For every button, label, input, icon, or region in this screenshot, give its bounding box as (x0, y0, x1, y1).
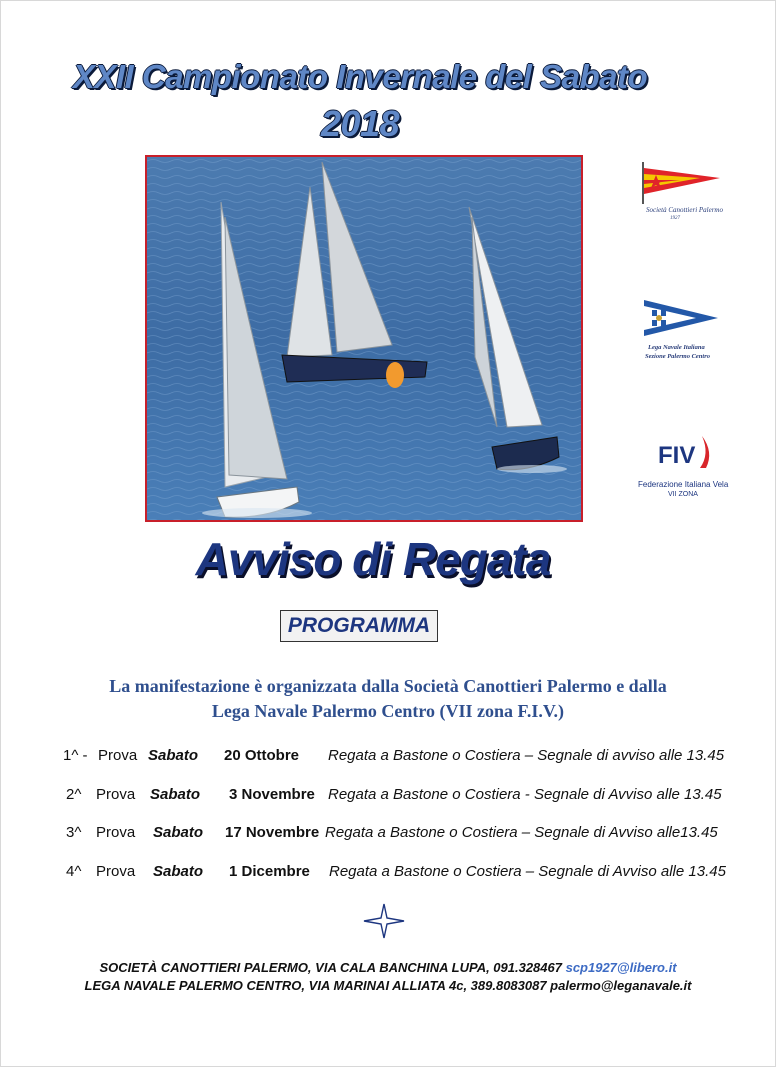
race-date: 1 Dicembre (229, 863, 310, 880)
sailboats-image (147, 157, 581, 520)
programma-label: PROGRAMMA (280, 610, 438, 642)
race-description: Regata a Bastone o Costiera – Segnale di Avviso alle 13.45 (329, 863, 726, 880)
compass-star-icon (362, 902, 406, 940)
lni-caption-line2: Sezione Palermo Centro (645, 353, 711, 360)
race-number: 1^ - (63, 747, 88, 764)
race-day: Sabato (153, 863, 204, 880)
race-date: 3 Novembre (229, 786, 315, 803)
race-prova: Prova (96, 786, 136, 803)
race-description: Regata a Bastone o Costiera – Segnale di avviso alle 13.45 (328, 747, 725, 764)
race-number: 4^ (66, 863, 82, 880)
race-date: 20 Ottobre (224, 747, 300, 764)
race-description: Regata a Bastone o Costiera – Segnale di Avviso alle13.45 (325, 824, 718, 841)
race-number: 3^ (66, 824, 82, 841)
organization-line-2: Lega Navale Palermo Centro (VII zona F.I.V.) (211, 701, 565, 721)
race-day: Sabato (150, 786, 201, 803)
race-row (0, 786, 776, 808)
race-number: 2^ (66, 786, 82, 803)
notice-title: Avviso di Regata (195, 533, 551, 585)
fiv-mark: FIV (658, 442, 696, 469)
race-prova: Prova (98, 747, 138, 764)
race-prova: Prova (96, 824, 136, 841)
footer-scp-email[interactable]: scp1927@libero.it (565, 960, 677, 975)
lni-pennant-icon (640, 296, 722, 340)
footer-scp-contact (0, 960, 776, 975)
championship-title: XXII Campionato Invernale del Sabato (72, 58, 648, 95)
race-date: 17 Novembre (225, 824, 320, 841)
fiv-caption-line2: VII ZONA (668, 491, 698, 498)
scp-logo (640, 160, 722, 224)
championship-year: 2018 (320, 103, 400, 144)
lni-caption-line1: Lega Navale Italiana (648, 344, 705, 351)
race-day: Sabato (148, 747, 199, 764)
race-prova: Prova (96, 863, 136, 880)
organization-line-1: La manifestazione è organizzata dalla Società Canottieri Palermo e dalla (109, 676, 667, 696)
race-row (0, 747, 776, 769)
fiv-logo (634, 432, 734, 504)
footer-lni-contact: LEGA NAVALE PALERMO CENTRO, VIA MARINAI ALLIATA 4c, 389.8083087 palermo@leganavale.it (84, 978, 692, 993)
fiv-sail-icon (696, 434, 716, 472)
scp-caption: Società Canottieri Palermo (646, 206, 723, 214)
sailboats-photo (145, 155, 583, 522)
fiv-caption-line1: Federazione Italiana Vela (638, 480, 729, 489)
scp-pennant-icon (640, 160, 722, 206)
footer-scp-text: SOCIETÀ CANOTTIERI PALERMO, VIA CALA BANCHINA LUPA, 091.328467 (99, 960, 566, 975)
race-row (0, 824, 776, 846)
race-row (0, 863, 776, 885)
lni-logo (640, 296, 722, 368)
scp-year: 1927 (670, 216, 680, 221)
race-day: Sabato (153, 824, 204, 841)
race-description: Regata a Bastone o Costiera - Segnale di Avviso alle 13.45 (328, 786, 722, 803)
